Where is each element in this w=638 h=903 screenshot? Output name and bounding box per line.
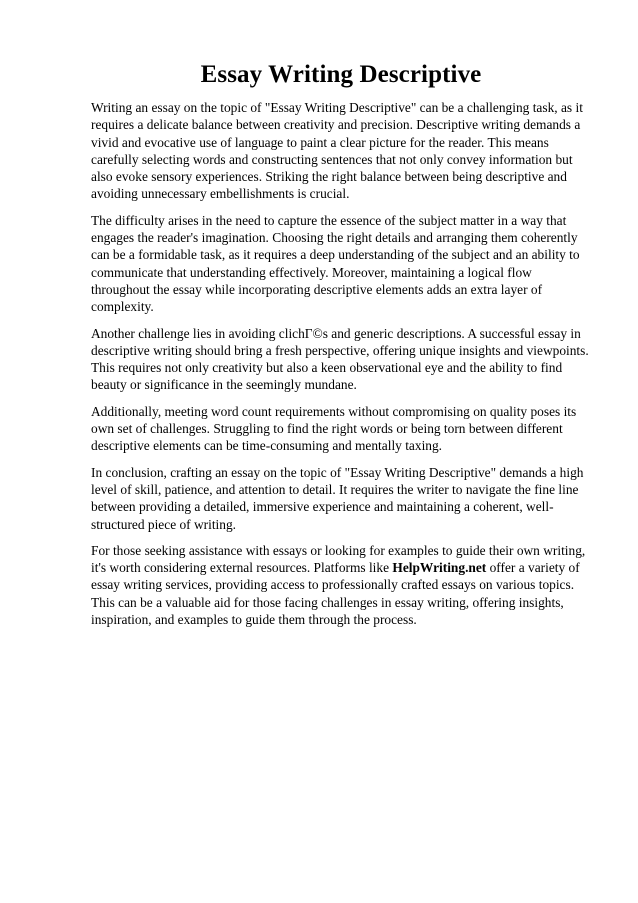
resources-text-after: offer a variety of essay writing services, providing access to professionally crafted essays on various topics. This can be a valuable aid for those facing challenges in essay writing, offering insights, inspiration, and examples to guide them through the process. [91,560,580,628]
paragraph-conclusion: In conclusion, crafting an essay on the topic of "Essay Writing Descriptive" demands a high level of skill, patience, and attention to detail. It requires the writer to navigate the fine line between providing a detailed, immersive experience and maintaining a coherent, well-structured piece of writing. [91,464,584,532]
paragraph-resources [91,542,591,628]
resources-text-before: For those seeking assistance with essays or looking for examples to guide their own writing, it's worth considering external resources. Platforms like [91,542,586,576]
paragraph-cliches: Another challenge lies in avoiding clichГ©s and generic descriptions. A successful essay in descriptive writing should bring a fresh perspective, offering unique insights and viewpoints. This requires not only creativity but also a keen observational eye and the ability to find beauty or significance in the seemingly mundane. [91,325,589,393]
document-page [91,58,591,637]
document-title: Essay Writing Descriptive [200,61,482,88]
paragraph-difficulty: The difficulty arises in the need to capture the essence of the subject matter in a way that engages the reader's imagination. Choosing the right details and arranging them coherently can be a formidable task, as it requires a deep understanding of the subject and an ability to communicate that understanding effectively. Moreover, maintaining a logical flow throughout the essay while incorporating descriptive elements adds an extra layer of complexity. [91,212,580,315]
paragraph-intro: Writing an essay on the topic of "Essay Writing Descriptive" can be a challenging task, as it requires a delicate balance between creativity and precision. Descriptive writing demands a vivid and evocative use of language to paint a clear picture for the reader. This means carefully selecting words and constructing sentences that not only convey information but also evoke sensory experiences. Striking the right balance between being descriptive and avoiding unnecessary embellishments is crucial. [91,100,583,202]
paragraph-word-count: Additionally, meeting word count requirements without compromising on quality poses its own set of challenges. Struggling to find the right words or being torn between different descriptive elements can be time-consuming and mentally taxing. [91,403,577,454]
helpwriting-link[interactable]: HelpWriting.net [392,560,487,576]
